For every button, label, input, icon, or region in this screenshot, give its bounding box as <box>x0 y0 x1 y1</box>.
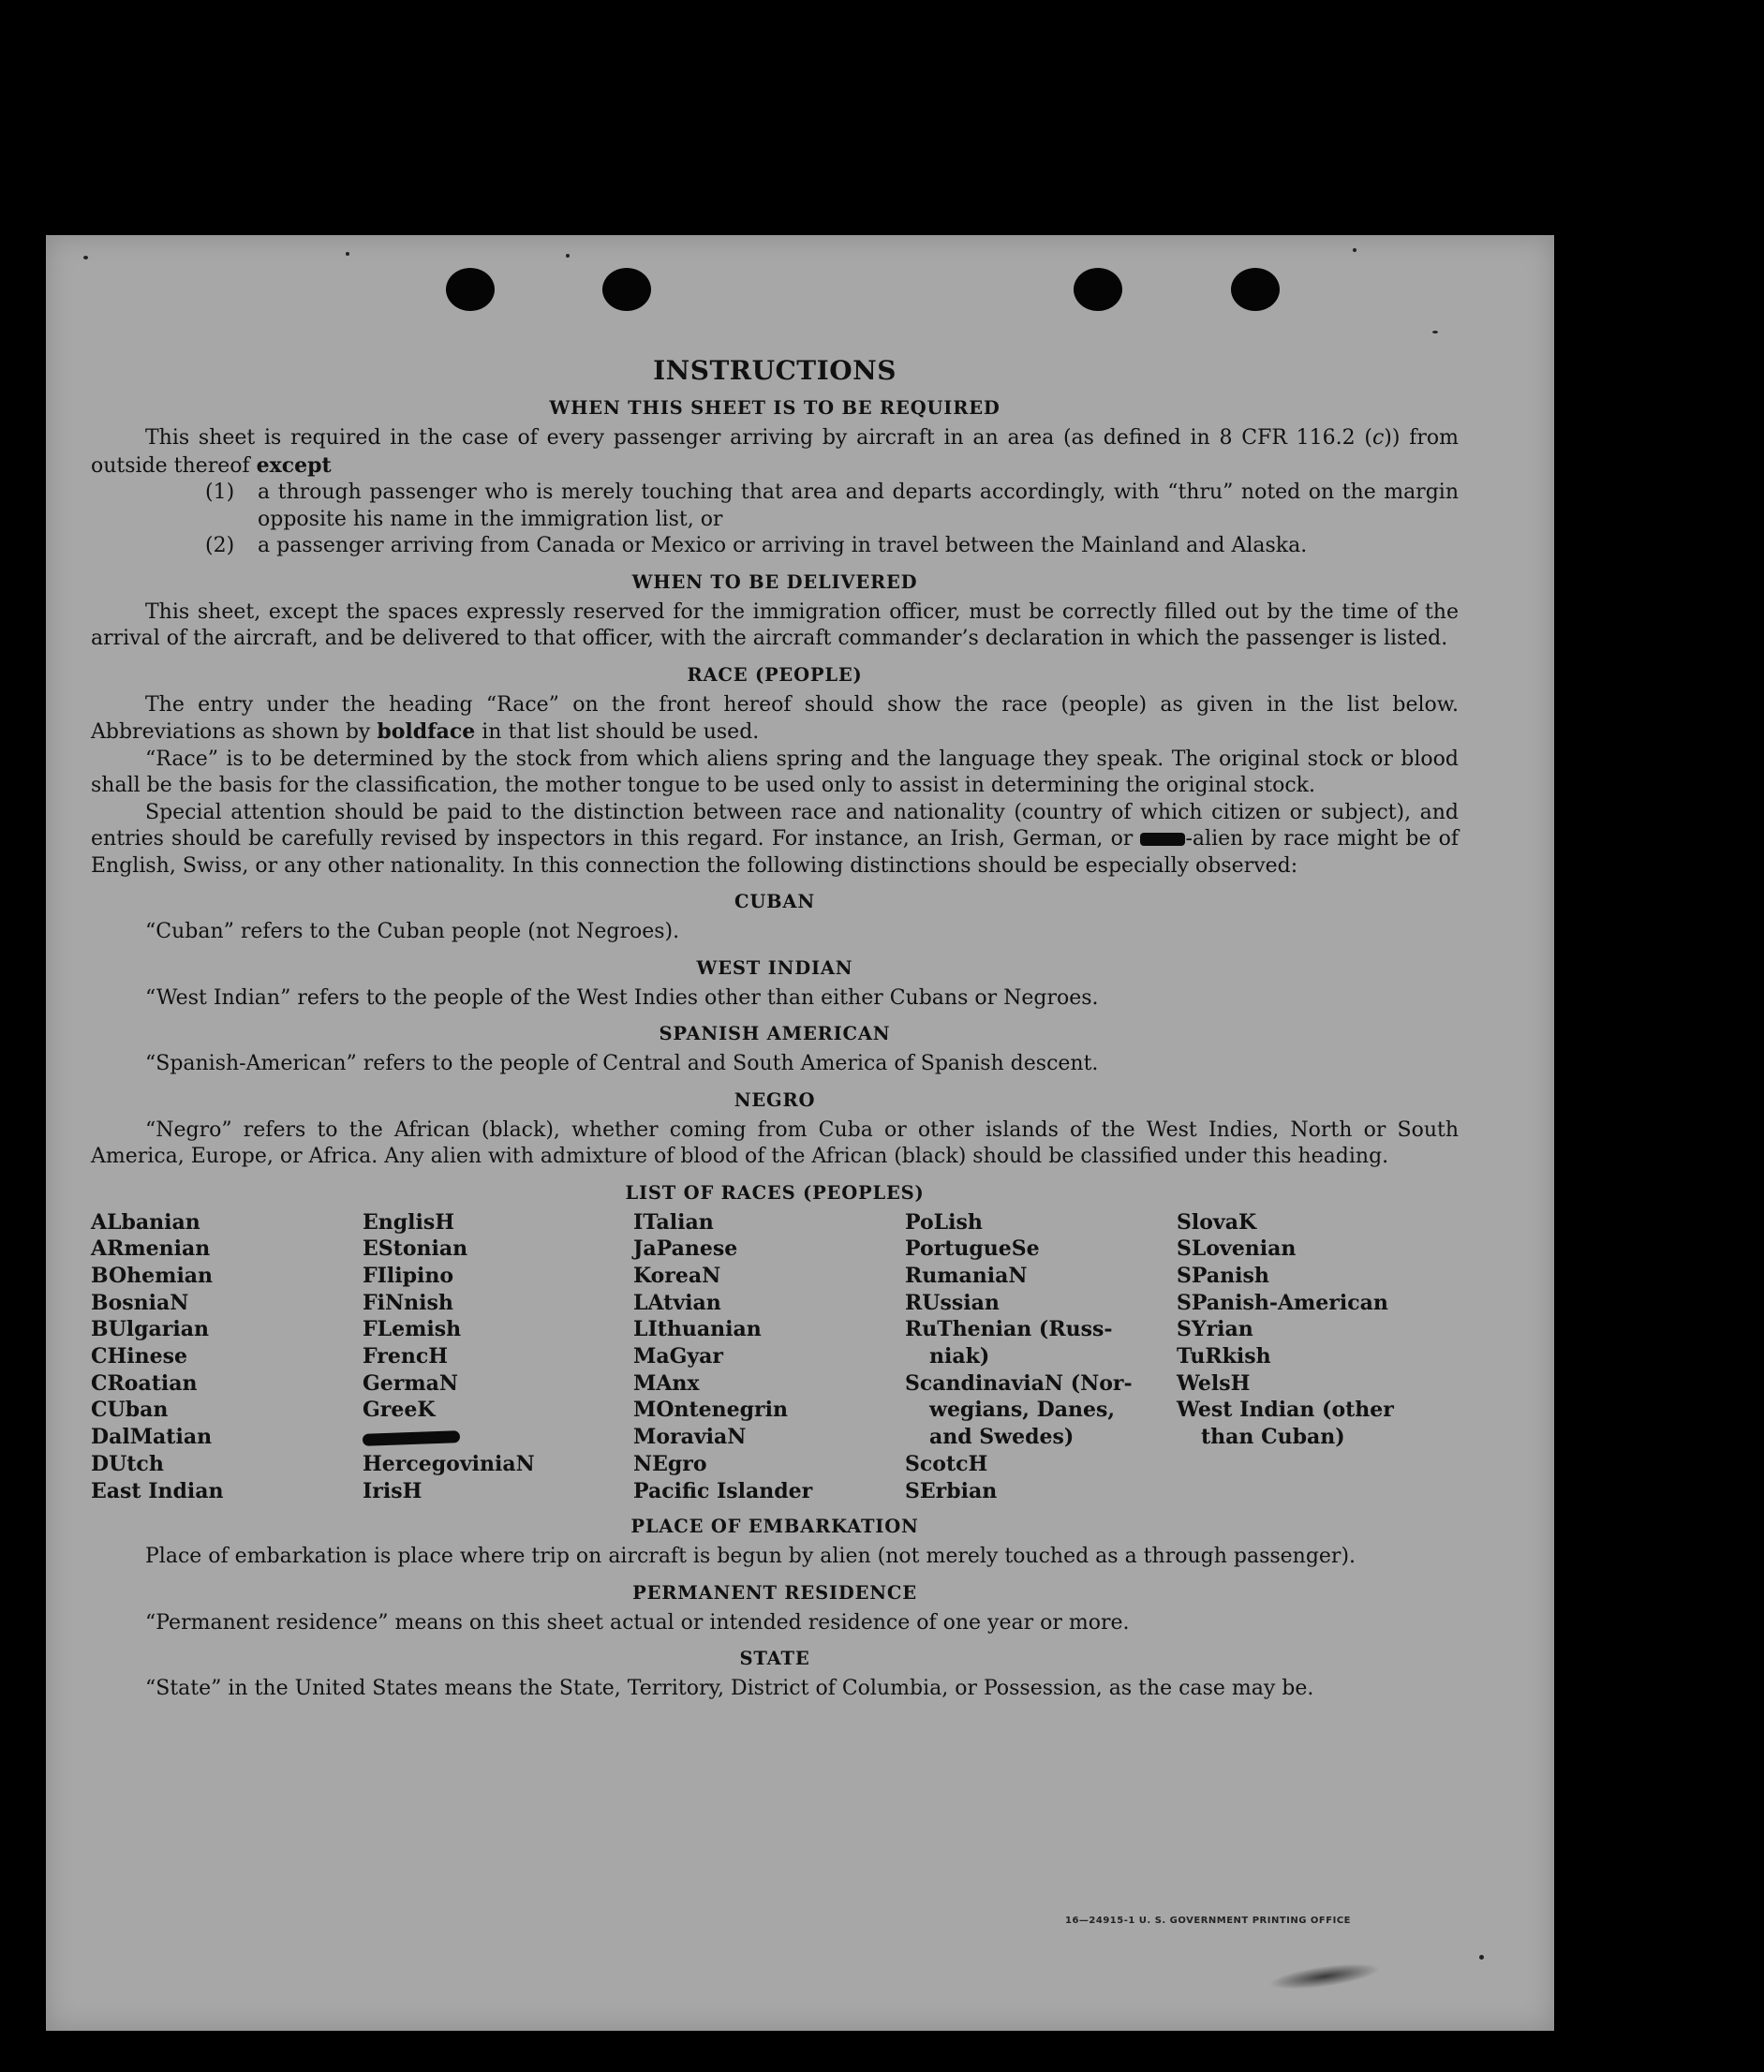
heading-state: STATE <box>739 1648 810 1670</box>
race-entry: MAnx <box>633 1370 700 1396</box>
race-entry: Pacific Islander <box>633 1478 813 1503</box>
race-entry: and Swedes) <box>929 1425 1075 1450</box>
races-list <box>91 1209 1459 1505</box>
race-entry: MaGyar <box>633 1344 724 1369</box>
race-entry: GreeK <box>363 1398 436 1423</box>
speck <box>83 256 88 259</box>
race-entry: than Cuban) <box>1201 1425 1345 1450</box>
speck <box>346 252 349 256</box>
race-entry: FiNnish <box>363 1290 453 1315</box>
paragraph-when-required: This sheet is required in the case of every passenger arriving by aircraft in an area (as defined in 8 CFR 116.2 (c)) from outside thereof except <box>91 426 1459 478</box>
heading-spanish-american: SPANISH AMERICAN <box>659 1023 891 1044</box>
race-entry: SlovaK <box>1177 1209 1257 1235</box>
paragraph-race-2: “Race” is to be determined by the stock from which aliens spring and the language they speak. The original stock or blood shall be the basis for the classification, the mother tongue to be used only to assist in determining the original stock. <box>91 747 1459 797</box>
races-column <box>363 1209 633 1505</box>
race-entry: JaPanese <box>633 1236 738 1262</box>
heading-embarkation: PLACE OF EMBARKATION <box>630 1516 919 1538</box>
race-entry: IrisH <box>363 1478 422 1503</box>
punch-hole <box>1231 268 1280 311</box>
race-entry: ALbanian <box>91 1209 200 1235</box>
race-entry: RuThenian (Russ- <box>905 1317 1113 1342</box>
race-entry: ScandinaviaN (Nor- <box>905 1370 1133 1396</box>
race-entry: ScotcH <box>905 1451 988 1476</box>
instructions-content <box>91 355 1459 1703</box>
race-entry: NEgro <box>633 1451 707 1476</box>
page-title: INSTRUCTIONS <box>653 355 897 386</box>
redaction-mark <box>1140 833 1185 846</box>
paragraph-negro: “Negro” refers to the African (black), whether coming from Cuba or other islands of the West Indies, North or South America, Europe, or Africa. Any alien with admixture of blood of the African (black) should be classified under this heading. <box>91 1117 1459 1168</box>
heading-cuban: CUBAN <box>734 891 815 912</box>
race-entry: SPanish-American <box>1177 1290 1388 1315</box>
paragraph-race-1: The entry under the heading “Race” on the front hereof should show the race (people) as given in the list below. Abbreviations as shown by boldface in that list should be used. <box>91 692 1459 744</box>
redaction-mark <box>363 1430 460 1446</box>
race-entry: LIthuanian <box>633 1317 762 1342</box>
race-entry: EStonian <box>363 1236 468 1262</box>
heading-list-of-races: LIST OF RACES (PEOPLES) <box>625 1181 925 1204</box>
race-entry: CUban <box>91 1398 169 1423</box>
race-entry: ARmenian <box>91 1236 211 1262</box>
race-entry: FrencH <box>363 1344 448 1369</box>
race-entry: SYrian <box>1177 1317 1253 1342</box>
paragraph-when-delivered: This sheet, except the spaces expressly reserved for the immigration officer, must be correctly filled out by the time of the arrival of the aircraft, and be delivered to that officer, with the aircraft commander’s declaration in which the passenger is listed. <box>91 599 1459 650</box>
race-entry: PoLish <box>905 1209 983 1235</box>
race-entry: CHinese <box>91 1344 188 1369</box>
race-entry: EnglisH <box>363 1209 455 1235</box>
race-entry: SPanish <box>1177 1263 1269 1288</box>
heading-west-indian: WEST INDIAN <box>696 956 853 979</box>
exception-item <box>205 533 1459 560</box>
punch-hole <box>446 268 495 311</box>
races-column <box>91 1209 363 1505</box>
exception-number: (2) <box>205 534 235 557</box>
redacted-entry <box>363 1424 633 1451</box>
exception-text: a passenger arriving from Canada or Mexico or arriving in travel between the Mainland and Alaska. <box>258 534 1308 557</box>
race-entry: RUssian <box>905 1290 1000 1315</box>
paragraph-embarkation: Place of embarkation is place where trip on aircraft is begun by alien (not merely touched as a through passenger). <box>145 1545 1356 1569</box>
race-entry: MOntenegrin <box>633 1398 788 1423</box>
heading-residence: PERMANENT RESIDENCE <box>632 1581 917 1604</box>
race-entry: SLovenian <box>1177 1236 1297 1262</box>
speck <box>1479 1955 1484 1960</box>
race-entry: East Indian <box>91 1478 224 1503</box>
race-entry: FIlipino <box>363 1263 454 1288</box>
race-entry: RumaniaN <box>905 1263 1028 1288</box>
race-entry: WelsH <box>1177 1370 1251 1396</box>
speck <box>566 254 570 258</box>
punch-hole <box>602 268 651 311</box>
paragraph-residence: “Permanent residence” means on this sheet actual or intended residence of one year or more. <box>145 1610 1130 1635</box>
speck <box>1432 331 1438 333</box>
race-entry: TuRkish <box>1177 1344 1271 1369</box>
heading-when-required: WHEN THIS SHEET IS TO BE REQUIRED <box>549 397 1001 419</box>
heading-when-delivered: WHEN TO BE DELIVERED <box>631 570 918 593</box>
document-sheet <box>46 235 1554 2031</box>
paragraph-cuban: “Cuban” refers to the Cuban people (not Negroes). <box>145 920 680 943</box>
heading-negro: NEGRO <box>734 1088 816 1111</box>
race-entry: BUlgarian <box>91 1317 209 1342</box>
race-entry: PortugueSe <box>905 1236 1040 1262</box>
races-column <box>905 1209 1177 1505</box>
exception-number: (1) <box>205 481 235 504</box>
race-entry: FLemish <box>363 1317 462 1342</box>
race-entry: DalMatian <box>91 1425 213 1450</box>
race-entry: West Indian (other <box>1177 1398 1394 1423</box>
paragraph-race-3: Special attention should be paid to the distinction between race and nationality (country of which citizen or subject), and entries should be carefully revised by inspectors in this regard. For instance, an Irish, German, or -alien by race might be of English, Swiss, or any other nationality. In this connection the following distinctions should be especially observed: <box>91 800 1459 878</box>
race-entry: DUtch <box>91 1451 164 1476</box>
race-entry: MoraviaN <box>633 1425 747 1450</box>
race-entry: wegians, Danes, <box>929 1398 1115 1423</box>
heading-race: RACE (PEOPLE) <box>687 663 863 686</box>
race-entry: BOhemian <box>91 1263 214 1288</box>
exception-text: a through passenger who is merely touching that area and departs accordingly, with “thru” noted on the margin opposite his name in the immigration list, or <box>258 481 1459 531</box>
race-entry: CRoatian <box>91 1370 198 1396</box>
races-column <box>1177 1209 1459 1505</box>
race-entry: GermaN <box>363 1370 459 1396</box>
paragraph-west-indian: “West Indian” refers to the people of the West Indies other than either Cubans or Negroes. <box>145 985 1099 1010</box>
ink-smudge <box>1267 1959 1382 1994</box>
races-column <box>633 1209 905 1505</box>
race-entry: niak) <box>929 1344 990 1369</box>
printing-office-code: 16—24915-1 U. S. GOVERNMENT PRINTING OFFICE <box>1065 1916 1351 1926</box>
race-entry: KoreaN <box>633 1263 721 1288</box>
race-entry: ITalian <box>633 1209 714 1235</box>
exception-item <box>205 480 1459 533</box>
punch-hole <box>1074 268 1122 311</box>
paragraph-spanish-american: “Spanish-American” refers to the people of Central and South America of Spanish descent. <box>145 1052 1099 1075</box>
paragraph-state: “State” in the United States means the State, Territory, District of Columbia, or Possession, as the case may be. <box>145 1677 1314 1701</box>
race-entry: LAtvian <box>633 1290 721 1315</box>
race-entry: BosniaN <box>91 1290 189 1315</box>
race-entry: SErbian <box>905 1478 998 1503</box>
speck <box>1353 248 1356 252</box>
race-entry: HercegoviniaN <box>363 1451 535 1476</box>
